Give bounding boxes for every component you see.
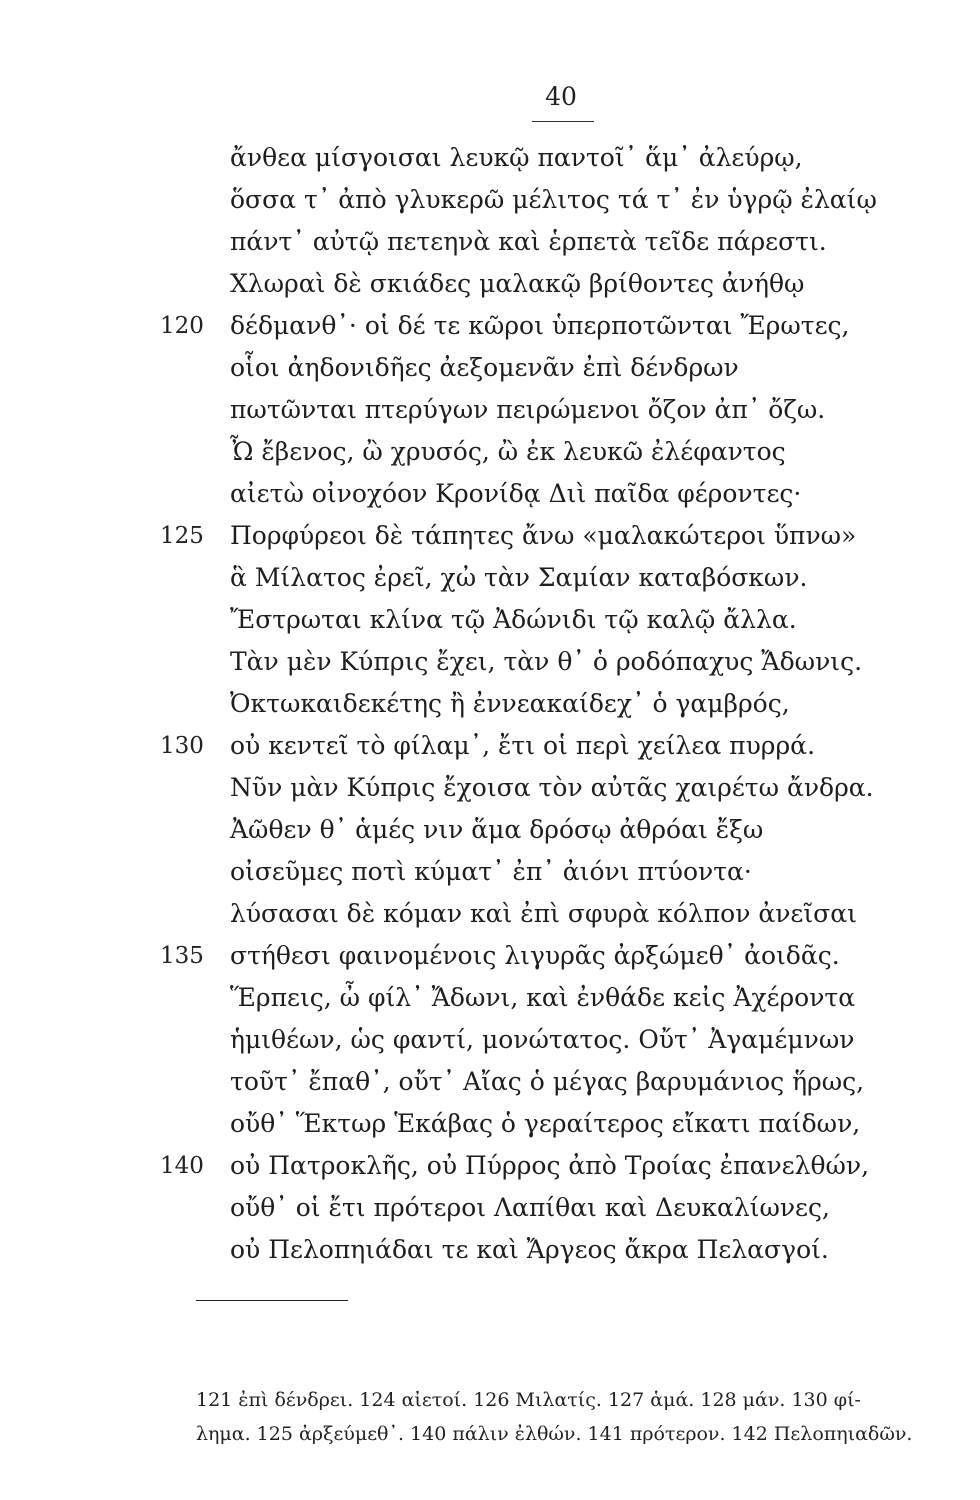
verse-line: οὐ κεντεῖ τὸ φίλαμ᾿, ἔτι οἱ περὶ χείλεα πυρρά. [230,731,816,760]
verse-line: Ἀῶθεν θ᾿ ἁμές νιν ἅμα δρόσῳ ἀθρόαι ἔξω [230,815,764,844]
line-number: 130 [160,733,204,759]
verse-line: Ἕρπεις, ὦ φίλ᾿ Ἄδωνι, καὶ ἐνθάδε κεἰς Ἀχέροντα [230,983,856,1012]
verse-line: Πορφύρεοι δὲ τάπητες ἄνω «μαλακώτεροι ὕπνω» [230,521,857,550]
footnote-line: λημα. 125 ἀρξεύμεθ᾿. 140 πάλιν ἐλθών. 141 πρότερον. 142 Πελοπηιαδῶν. [196,1423,913,1445]
line-number: 125 [160,523,204,549]
verse-line: ἃ Μίλατος ἐρεῖ, χὠ τὰν Σαμίαν καταβόσκων. [230,563,808,592]
verse-line: στήθεσι φαινομένοις λιγυρᾶς ἀρξώμεθ᾿ ἀοιδᾶς. [230,941,840,970]
verse-line: οὐ Πατροκλῆς, οὐ Πύρρος ἀπὸ Τροίας ἐπανελθών, [230,1151,870,1180]
line-number: 140 [160,1153,204,1179]
verse-line: τοῦτ᾿ ἔπαθ᾿, οὔτ᾿ Αἴας ὁ μέγας βαρυμάνιος ἥρως, [230,1067,865,1096]
page-number: 40 [545,82,577,111]
verse-line: οὐ Πελοπηιάδαι τε καὶ Ἄργεος ἄκρα Πελασγοί. [230,1235,829,1264]
verse-line: πωτῶνται πτερύγων πειρώμενοι ὄζον ἀπ᾿ ὄζω. [230,395,826,424]
verse-line: ὅσσα τ᾿ ἀπὸ γλυκερῶ μέλιτος τά τ᾿ ἐν ὑγρῷ ἐλαίῳ [230,185,877,214]
line-number: 120 [160,313,204,339]
footnote-line: 121 ἐπὶ δένδρει. 124 αἰετοί. 126 Μιλατίς. 127 ἁμά. 128 μάν. 130 φί- [196,1389,861,1411]
verse-line: οὔθ᾿ Ἕκτωρ Ἑκάβας ὁ γεραίτερος εἴκατι παίδων, [230,1109,861,1138]
verse-line: οἷοι ἀηδονιδῆες ἀεξομενᾶν ἐπὶ δένδρων [230,353,739,382]
verse-line: Νῦν μὰν Κύπρις ἔχοισα τὸν αὐτᾶς χαιρέτω ἄνδρα. [230,773,874,802]
page-number-rule [532,121,594,122]
verse-line: Ὀκτωκαιδεκέτης ἢ ἐννεακαίδεχ᾿ ὁ γαμβρός, [230,689,790,718]
verse-line: ἡμιθέων, ὡς φαντί, μονώτατος. Οὔτ᾿ Ἀγαμέμνων [230,1025,855,1054]
verse-line: λύσασαι δὲ κόμαν καὶ ἐπὶ σφυρὰ κόλπον ἀνεῖσαι [230,899,857,928]
footnote-rule [196,1300,348,1301]
verse-line: δέδμανθ᾿· οἱ δέ τε κῶροι ὑπερποτῶνται Ἔρωτες, [230,311,850,340]
verse-line: Ὦ ἔβενος, ὢ χρυσός, ὢ ἐκ λευκῶ ἐλέφαντος [230,437,786,466]
verse-line: Ἔστρωται κλίνα τῷ Ἀδώνιδι τῷ καλῷ ἄλλα. [230,605,797,634]
verse-line: οὔθ᾿ οἱ ἔτι πρότεροι Λαπίθαι καὶ Δευκαλίωνες, [230,1193,830,1222]
verse-line: αἰετὼ οἰνοχόον Κρονίδᾳ Διὶ παῖδα φέροντες· [230,479,802,508]
verse-line: πάντ᾿ αὐτῷ πετεηνὰ καὶ ἑρπετὰ τεῖδε πάρεστι. [230,227,827,256]
line-number: 135 [160,943,204,969]
verse-line: Χλωραὶ δὲ σκιάδες μαλακῷ βρίθοντες ἀνήθῳ [230,269,805,298]
verse-line: οἰσεῦμες ποτὶ κύματ᾿ ἐπ᾿ ἀιόνι πτύοντα· [230,857,752,886]
verse-line: ἄνθεα μίσγοισαι λευκῷ παντοῖ᾿ ἅμ᾿ ἀλεύρῳ, [230,143,803,172]
verse-line: Τὰν μὲν Κύπρις ἔχει, τὰν θ᾿ ὁ ροδόπαχυς Ἄδωνις. [230,647,863,676]
